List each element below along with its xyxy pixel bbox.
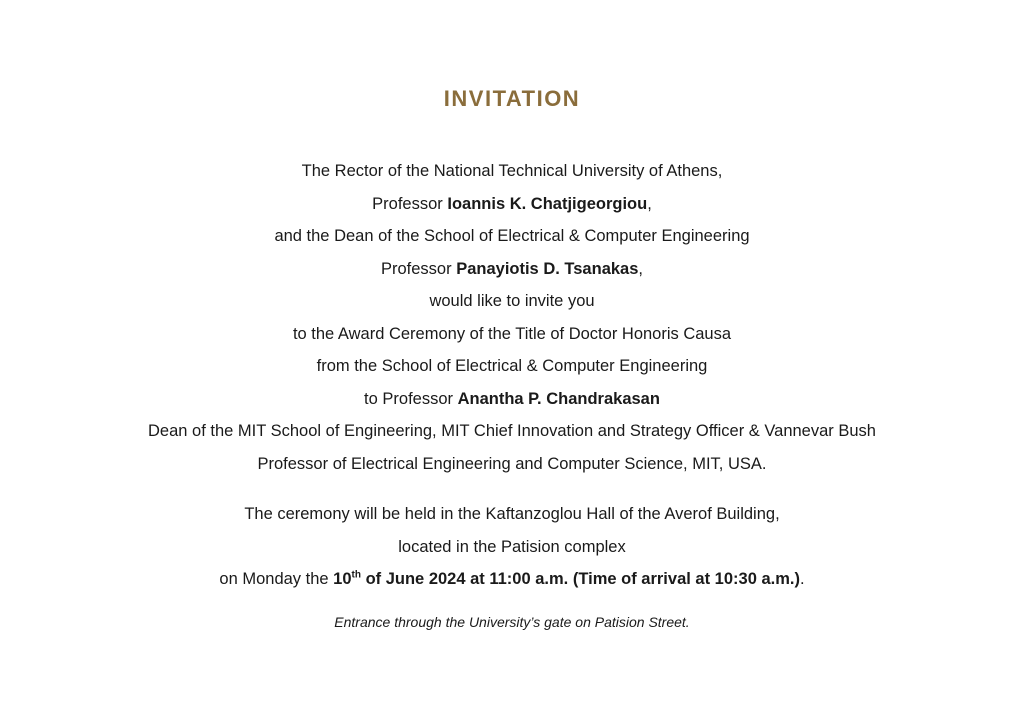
rector-prefix: Professor [372,194,448,213]
date-time [333,570,800,588]
ceremony-details [0,498,1024,596]
dean-line: and the Dean of the School of Electrical & Computer Engineering [274,227,750,245]
honoree-title-line-2: Professor of Electrical Engineering and Computer Science, MIT, USA. [257,454,767,473]
dean-suffix: , [638,259,643,278]
honoree-title-line-1: Dean of the MIT School of Engineering, MIT Chief Innovation and Strategy Officer & Vannevar Bush [148,422,876,440]
rector-name: Ioannis K. Chatjigeorgiou [447,194,648,213]
honoree-name: Anantha P. Chandrakasan [457,389,660,408]
dean-prefix: Professor [381,259,457,278]
venue-line: The ceremony will be held in the Kaftanzoglou Hall of the Averof Building, [244,505,780,523]
dean-name: Panayiotis D. Tsanakas [456,259,639,278]
entrance-note: Entrance through the University’s gate on Patision Street. [334,614,690,630]
dean-name-line [0,253,1024,286]
invitation-body [0,155,1024,480]
date-day: 10 [333,570,352,588]
page-title: INVITATION [443,86,581,111]
school-line: from the School of Electrical & Computer Engineering [316,357,708,375]
rector-line: The Rector of the National Technical University of Athens, [301,162,723,180]
date-prefix: on Monday the [219,570,334,588]
date-ordinal: th [351,569,361,581]
date-end: . [799,570,805,588]
date-rest: of June 2024 at 11:00 a.m. (Time of arrival at 10:30 a.m.) [360,570,800,588]
invite-line: would like to invite you [429,292,595,310]
location-line: located in the Patision complex [398,537,626,556]
date-line [0,563,1024,596]
rector-suffix: , [647,194,652,213]
rector-name-line [0,188,1024,221]
honoree-prefix: to Professor [364,389,458,408]
award-line: to the Award Ceremony of the Title of Doctor Honoris Causa [292,324,732,343]
honoree-line [0,383,1024,416]
